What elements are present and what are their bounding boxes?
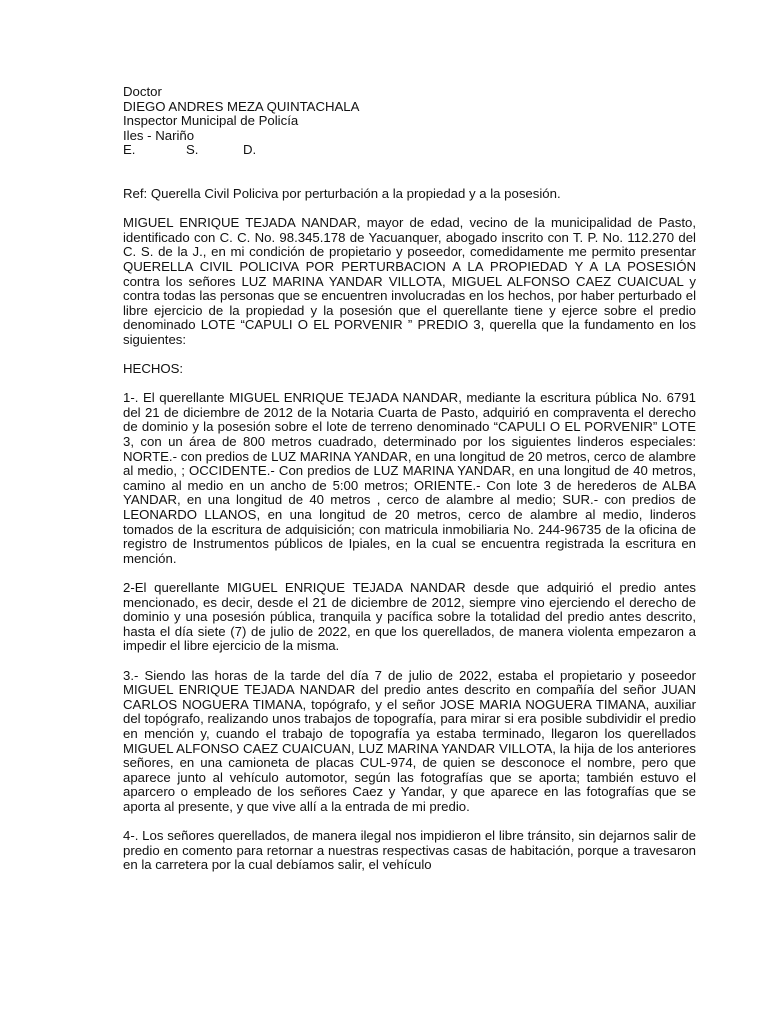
intro-paragraph: MIGUEL ENRIQUE TEJADA NANDAR, mayor de edad, vecino de la municipalidad de Pasto, identificado con C. C. No. 98.345.178 de Yacuanquer, abogado inscrito con T. P. No. 112.270 del C. S. de la J., en mi condición de propietario y poseedor, comedidamente me permito presentar QUERELLA CIVIL POLICIVA POR PERTURBACION A LA PROPIEDAD Y A LA POSESIÓN contra los señores LUZ MARINA YANDAR VILLOTA, MIGUEL ALFONSO CAEZ CUAICUAL y contra todas las personas que se encuentren involucradas en los hechos, por haber perturbado el libre ejercicio de la propiedad y la posesión que el querellante tiene y ejerce sobre el predio denominado LOTE “CAPULI O EL PORVENIR ” PREDIO 3, querella que la fundamento en los siguientes: [123,215,696,347]
addressee-block [123,85,696,158]
esd-s: S. [186,142,199,158]
esd-e: E. [123,142,136,158]
hechos-item-1: 1-. El querellante MIGUEL ENRIQUE TEJADA NANDAR, mediante la escritura pública No. 6791 del 21 de diciembre de 2012 de la Notaria Cuarta de Pasto, adquirió en compraventa el derecho de dominio y la posesión sobre el lote de terreno denominado “CAPULI O EL PORVENIR” LOTE 3, con un área de 800 metros cuadrado, determinado por los siguientes linderos especiales: NORTE.- con predios de LUZ MARINA YANDAR, en una longitud de 20 metros, cerco de alambre al medio, ; OCCIDENTE.- Con predios de LUZ MARINA YANDAR, en una longitud de 40 metros, camino al medio en un ancho de 5:00 metros; ORIENTE.- Con lote 3 de herederos de ALBA YANDAR, en una longitud de 40 metros , cerco de alambre al medio; SUR.- con predios de LEONARDO LLANOS, en una longitud de 20 metros, cerco de alambre al medio, linderos tomados de la escritura de adquisición; con matricula inmobiliaria No. 244-96735 de la oficina de registro de Instrumentos públicos de Ipiales, en la cual se encuentra registrada la escritura en mención. [123,390,696,566]
hechos-item-2: 2-El querellante MIGUEL ENRIQUE TEJADA NANDAR desde que adquirió el predio antes mencionado, es decir, desde el 21 de diciembre de 2012, siempre vino ejerciendo el derecho de dominio y una posesión pública, tranquila y pacífica sobre la totalidad del predio antes descrito, hasta el día siete (7) de julio de 2022, en que los querellados, de manera violenta empezaron a impedir el libre ejercicio de la misma. [123,580,696,654]
reference-line: Ref: Querella Civil Policiva por perturbación a la propiedad y a la posesión. [123,185,561,201]
addressee-location: Iles - Nariño [123,127,195,143]
hechos-heading: HECHOS: [123,361,184,377]
salutation: Doctor [123,84,162,99]
esd-d: D. [243,142,257,158]
addressee-position: Inspector Municipal de Policía [123,113,299,129]
hechos-item-3: 3.- Siendo las horas de la tarde del día 7 de julio de 2022, estaba el propietario y poseedor MIGUEL ENRIQUE TEJADA NANDAR del predio antes descrito en compañía del señor JUAN CARLOS NOGUERA TIMANA, topógrafo, y el señor JOSE MARIA NOGUERA TIMANA, auxiliar del topógrafo, realizando unos trabajos de topografía, para mirar si era posible subdividir el predio en mención y, cuando el trabajo de topografía ya estaba terminado, llegaron los querellados MIGUEL ALFONSO CAEZ CUAICUAN, LUZ MARINA YANDAR VILLOTA, la hija de los anteriores señores, en una camioneta de placas CUL-974, de quien se desconoce el nombre, pero que aparece junto al vehículo automotor, según las fotografías que se aporta; también estuvo el aparcero o empleado de los señores Caez y Yandar, y que aparece en las fotografías que se aporta al presente, y que vive allí a la entrada de mi predio. [123,667,696,814]
addressee-name: DIEGO ANDRES MEZA QUINTACHALA [123,98,360,114]
esd-line [123,143,696,158]
hechos-item-4: 4-. Los señores querellados, de manera ilegal nos impidieron el libre tránsito, sin dejarnos salir de predio en comento para retornar a nuestras respectivas casas de habitación, porque a travesaron en la carretera por la cual debíamos salir, el vehículo [123,828,696,873]
